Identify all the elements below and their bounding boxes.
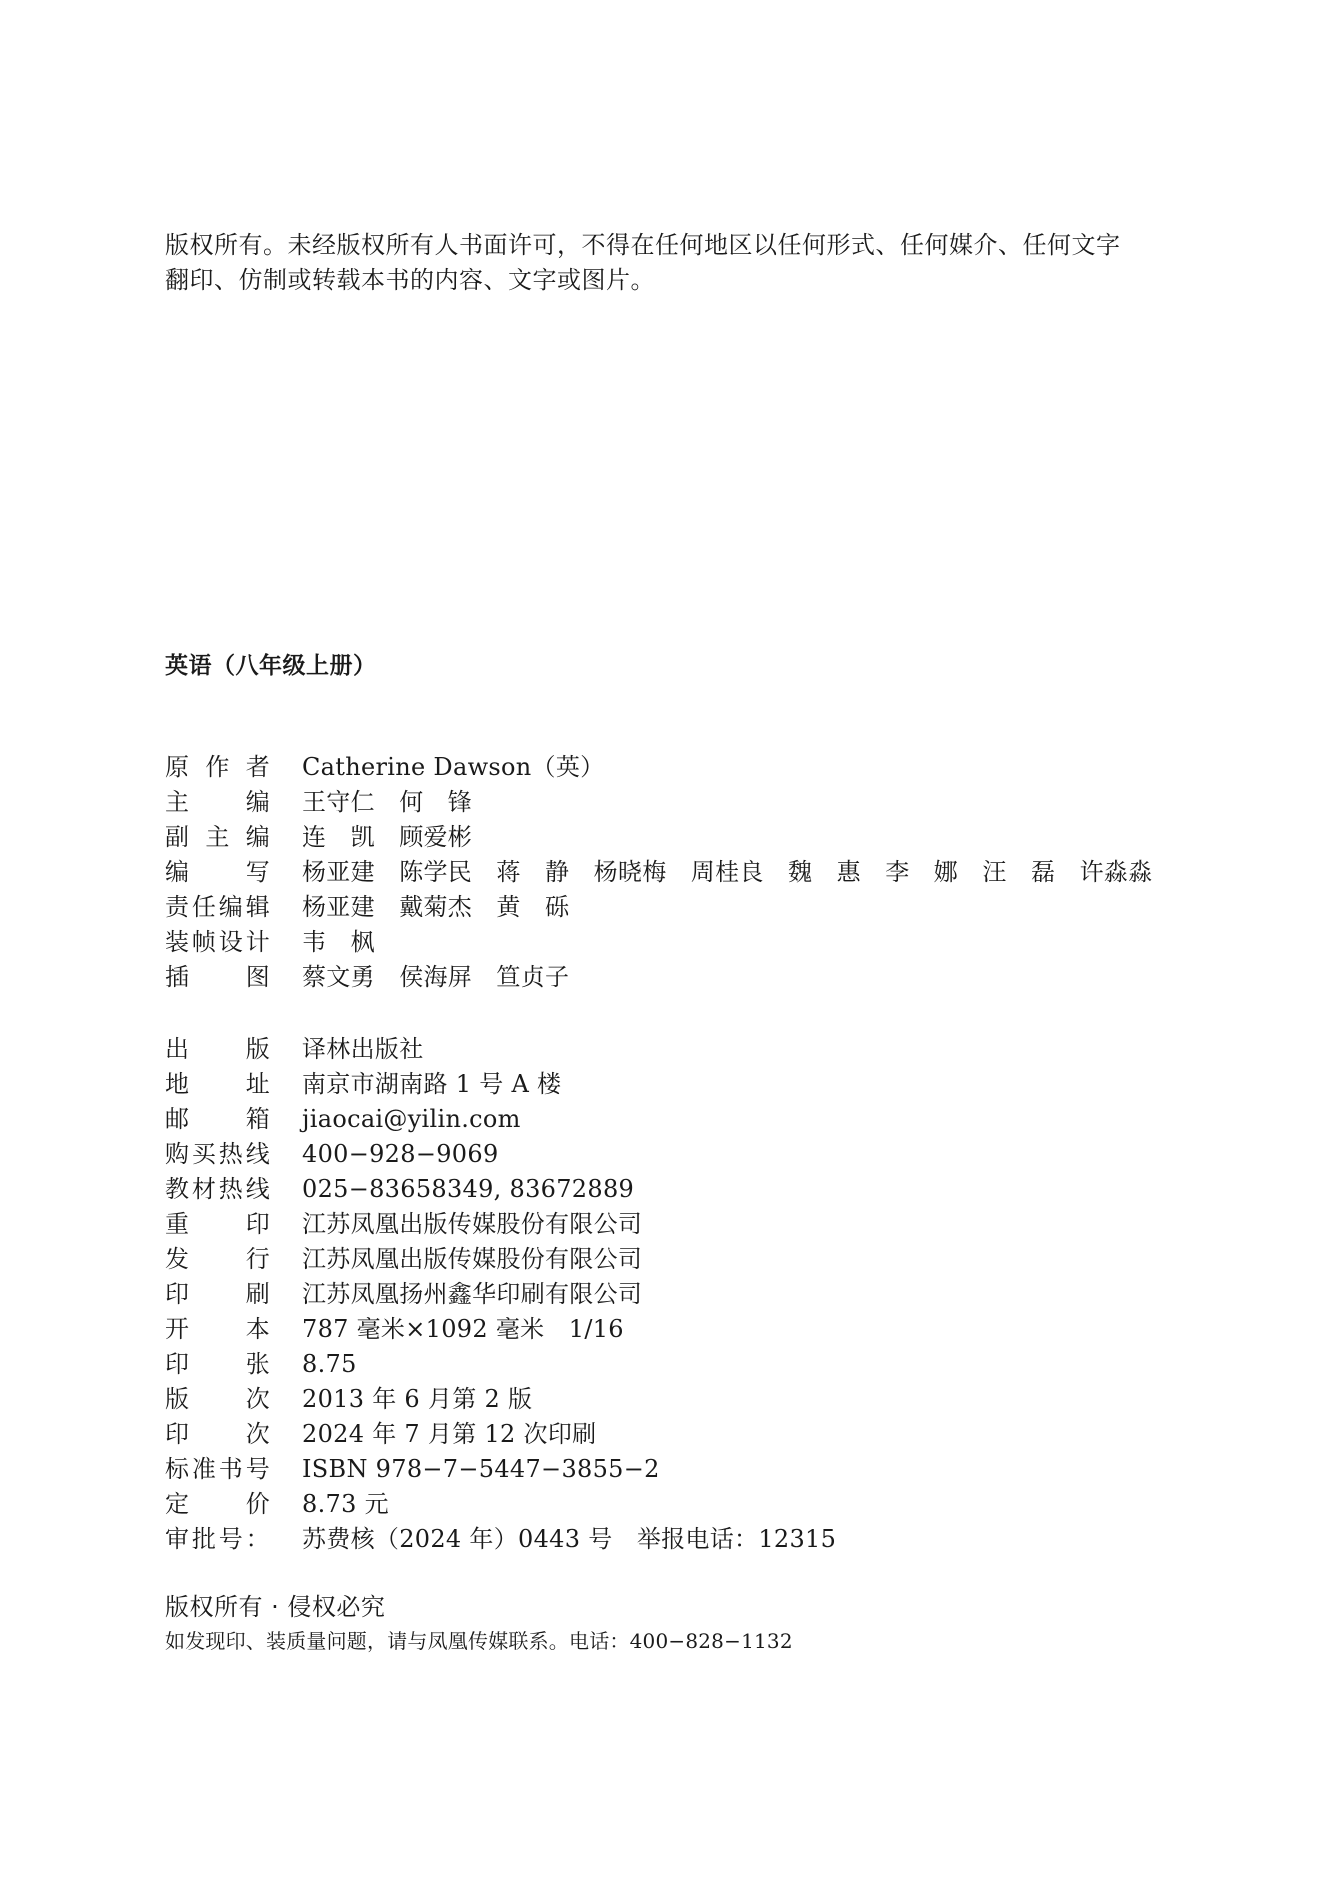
publication-value: 8.75 [302, 1350, 357, 1378]
credit-label: 插 图 [165, 963, 270, 991]
credit-row [165, 785, 1153, 820]
publication-value: 译林出版社 [302, 1035, 424, 1063]
credit-row [165, 890, 1153, 925]
quality-contact-note: 如发现印、装质量问题，请与凤凰传媒联系。电话：400−828−1132 [165, 1629, 793, 1653]
credit-row [165, 925, 1153, 960]
credit-label: 原 作 者 [165, 753, 270, 781]
credit-label: 主 编 [165, 788, 270, 816]
approval-label: 审 批 号 ： [165, 1525, 270, 1553]
copyright-notice [165, 228, 1175, 298]
publication-label: 标准书号 [165, 1455, 270, 1483]
publication-row [165, 1102, 836, 1137]
publication-label: 定 价 [165, 1490, 270, 1518]
publication-label: 印 次 [165, 1420, 270, 1448]
credit-label: 编 写 [165, 858, 270, 886]
publication-row [165, 1067, 836, 1102]
publication-value: ISBN 978−7−5447−3855−2 [302, 1455, 660, 1483]
publication-row [165, 1277, 836, 1312]
publication-label: 开 本 [165, 1315, 270, 1343]
publication-label: 印 张 [165, 1350, 270, 1378]
book-title: 英语（八年级上册） [165, 653, 377, 679]
publication-row [165, 1487, 836, 1522]
credit-label: 责任编辑 [165, 893, 270, 921]
credit-row [165, 820, 1153, 855]
publication-label: 印 刷 [165, 1280, 270, 1308]
credit-value: Catherine Dawson（英） [302, 753, 605, 781]
credit-value: 王守仁 何 锋 [302, 788, 473, 816]
approval-value: 苏费核（2024 年）0443 号 举报电话：12315 [302, 1525, 837, 1553]
credit-value: 蔡文勇 侯海屏 笪贞子 [302, 963, 570, 991]
credit-row [165, 750, 1153, 785]
publication-label: 出 版 [165, 1035, 270, 1063]
credit-value: 连 凯 顾爱彬 [302, 823, 473, 851]
publication-value: 江苏凤凰出版传媒股份有限公司 [302, 1210, 643, 1238]
credit-row [165, 960, 1153, 995]
publication-value: jiaocai@yilin.com [302, 1105, 521, 1133]
credit-label: 副 主 编 [165, 823, 270, 851]
copyright-notice-line-1: 版权所有。未经版权所有人书面许可，不得在任何地区以任何形式、任何媒介、任何文字 [165, 231, 1121, 259]
publication-value: 南京市湖南路 1 号 A 楼 [302, 1070, 562, 1098]
publication-label: 教材热线 [165, 1175, 270, 1203]
credit-value: 韦 枫 [302, 928, 375, 956]
publication-value: 400−928−9069 [302, 1140, 499, 1168]
publication-label: 购买热线 [165, 1140, 270, 1168]
publication-label: 重 印 [165, 1210, 270, 1238]
publication-info [165, 1032, 836, 1557]
copyright-notice-line-2: 翻印、仿制或转载本书的内容、文字或图片。 [165, 266, 655, 294]
staff-credits [165, 750, 1153, 995]
publication-label: 邮 箱 [165, 1105, 270, 1133]
publication-value: 2013 年 6 月第 2 版 [302, 1385, 533, 1413]
publication-row [165, 1242, 836, 1277]
publication-label: 发 行 [165, 1245, 270, 1273]
publication-row [165, 1417, 836, 1452]
credit-label: 装帧设计 [165, 928, 270, 956]
publication-row [165, 1137, 836, 1172]
publication-row [165, 1172, 836, 1207]
credit-value: 杨亚建 陈学民 蒋 静 杨晓梅 周桂良 魏 惠 李 娜 汪 磊 许淼淼 [302, 858, 1153, 886]
publication-row [165, 1382, 836, 1417]
rights-block [165, 1590, 793, 1658]
publication-label: 地 址 [165, 1070, 270, 1098]
publication-label: 版 次 [165, 1385, 270, 1413]
publication-row [165, 1347, 836, 1382]
publication-row [165, 1312, 836, 1347]
publication-row [165, 1452, 836, 1487]
rights-title: 版权所有 · 侵权必究 [165, 1593, 386, 1621]
publication-value: 787 毫米×1092 毫米 1/16 [302, 1315, 624, 1343]
publication-value: 2024 年 7 月第 12 次印刷 [302, 1420, 597, 1448]
publication-value: 江苏凤凰出版传媒股份有限公司 [302, 1245, 643, 1273]
publication-value: 江苏凤凰扬州鑫华印刷有限公司 [302, 1280, 643, 1308]
publication-row [165, 1207, 836, 1242]
credit-value: 杨亚建 戴菊杰 黄 砾 [302, 893, 570, 921]
publication-row [165, 1032, 836, 1067]
credit-row [165, 855, 1153, 890]
publication-value: 025−83658349, 83672889 [302, 1175, 635, 1203]
publication-row [165, 1522, 836, 1557]
publication-value: 8.73 元 [302, 1490, 389, 1518]
